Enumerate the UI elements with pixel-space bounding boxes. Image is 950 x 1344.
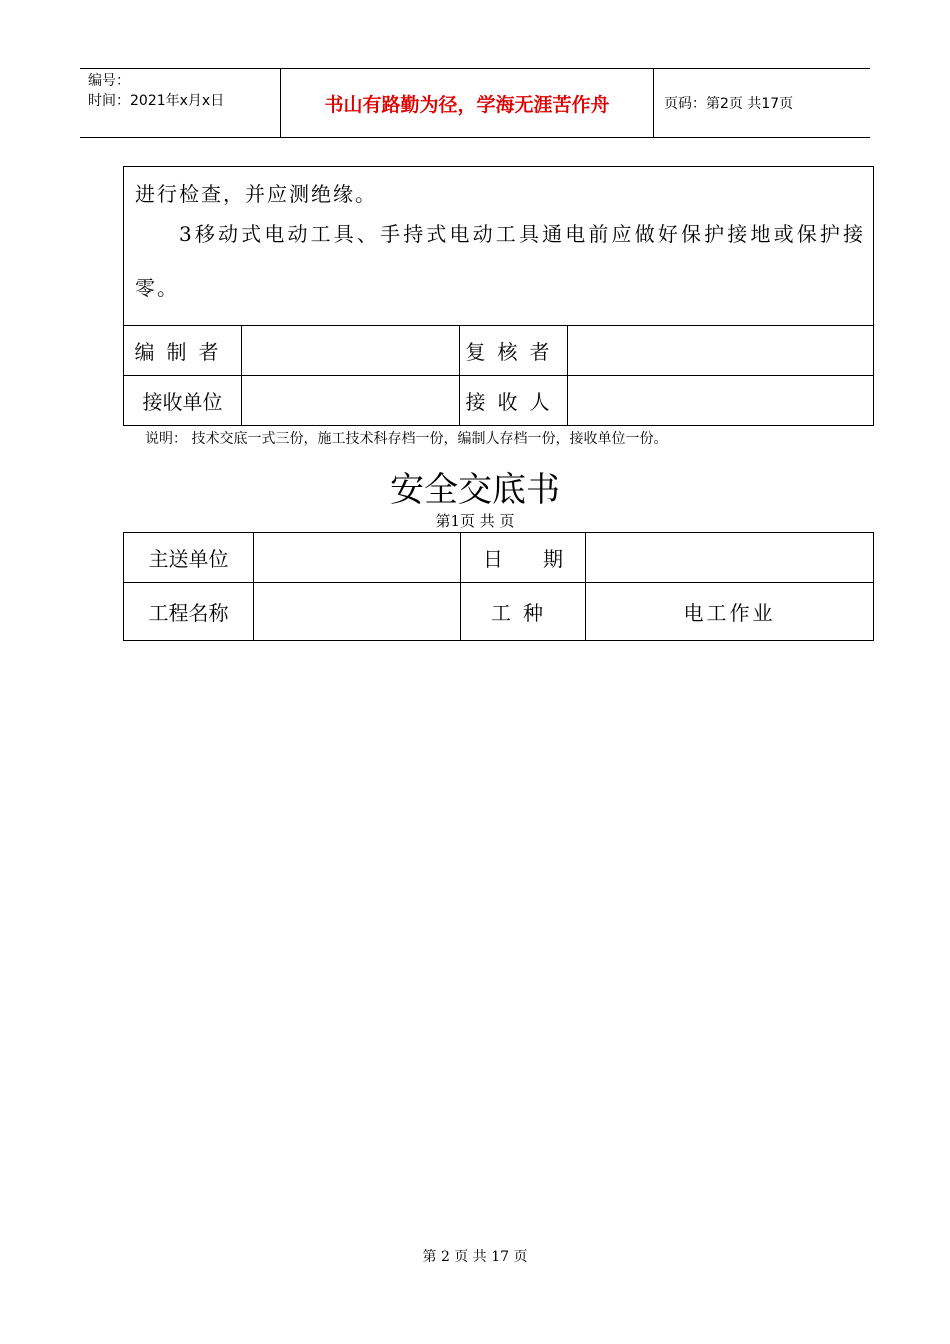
compiler-label: 编制者 <box>124 326 242 376</box>
trade-value: 电工作业 <box>586 583 874 641</box>
date-label: 日 期 <box>461 533 586 583</box>
content-cell <box>124 167 874 326</box>
receiving-unit-field[interactable] <box>242 376 460 426</box>
send-unit-label: 主送单位 <box>124 533 254 583</box>
header-motto: 书山有路勤为径，学海无涯苦作舟 <box>281 69 654 137</box>
content-table <box>123 166 874 426</box>
send-unit-field[interactable] <box>254 533 461 583</box>
form-page-info: 第1页 共 页 <box>435 512 515 530</box>
page-header <box>80 68 870 138</box>
header-left <box>80 69 281 137</box>
receiver-field[interactable] <box>568 376 874 426</box>
project-name-field[interactable] <box>254 583 461 641</box>
reviewer-label: 复核者 <box>460 326 568 376</box>
note-text: 说明： 技术交底一式三份，施工技术科存档一份，编制人存档一份，接收单位一份。 <box>145 431 668 447</box>
project-name-label: 工程名称 <box>124 583 254 641</box>
header-page-label: 页码：第2页 共17页 <box>664 96 794 112</box>
time-label: 时间：2021年x月x日 <box>88 93 225 109</box>
compiler-field[interactable] <box>242 326 460 376</box>
content-line-2: 3移动式电动工具、手持式电动工具通电前应做好保护接地或保护接零。 <box>135 222 866 300</box>
receiving-unit-label: 接收单位 <box>124 376 242 426</box>
trade-label: 工种 <box>461 583 586 641</box>
serial-label: 编号： <box>88 73 130 89</box>
receiver-label: 接收人 <box>460 376 568 426</box>
content-line-1: 进行检查，并应测绝缘。 <box>135 182 377 206</box>
date-field[interactable] <box>586 533 874 583</box>
form-title: 安全交底书 <box>390 470 560 510</box>
reviewer-field[interactable] <box>568 326 874 376</box>
form-table <box>123 532 874 641</box>
page-footer: 第 2 页 共 17 页 <box>422 1249 528 1265</box>
